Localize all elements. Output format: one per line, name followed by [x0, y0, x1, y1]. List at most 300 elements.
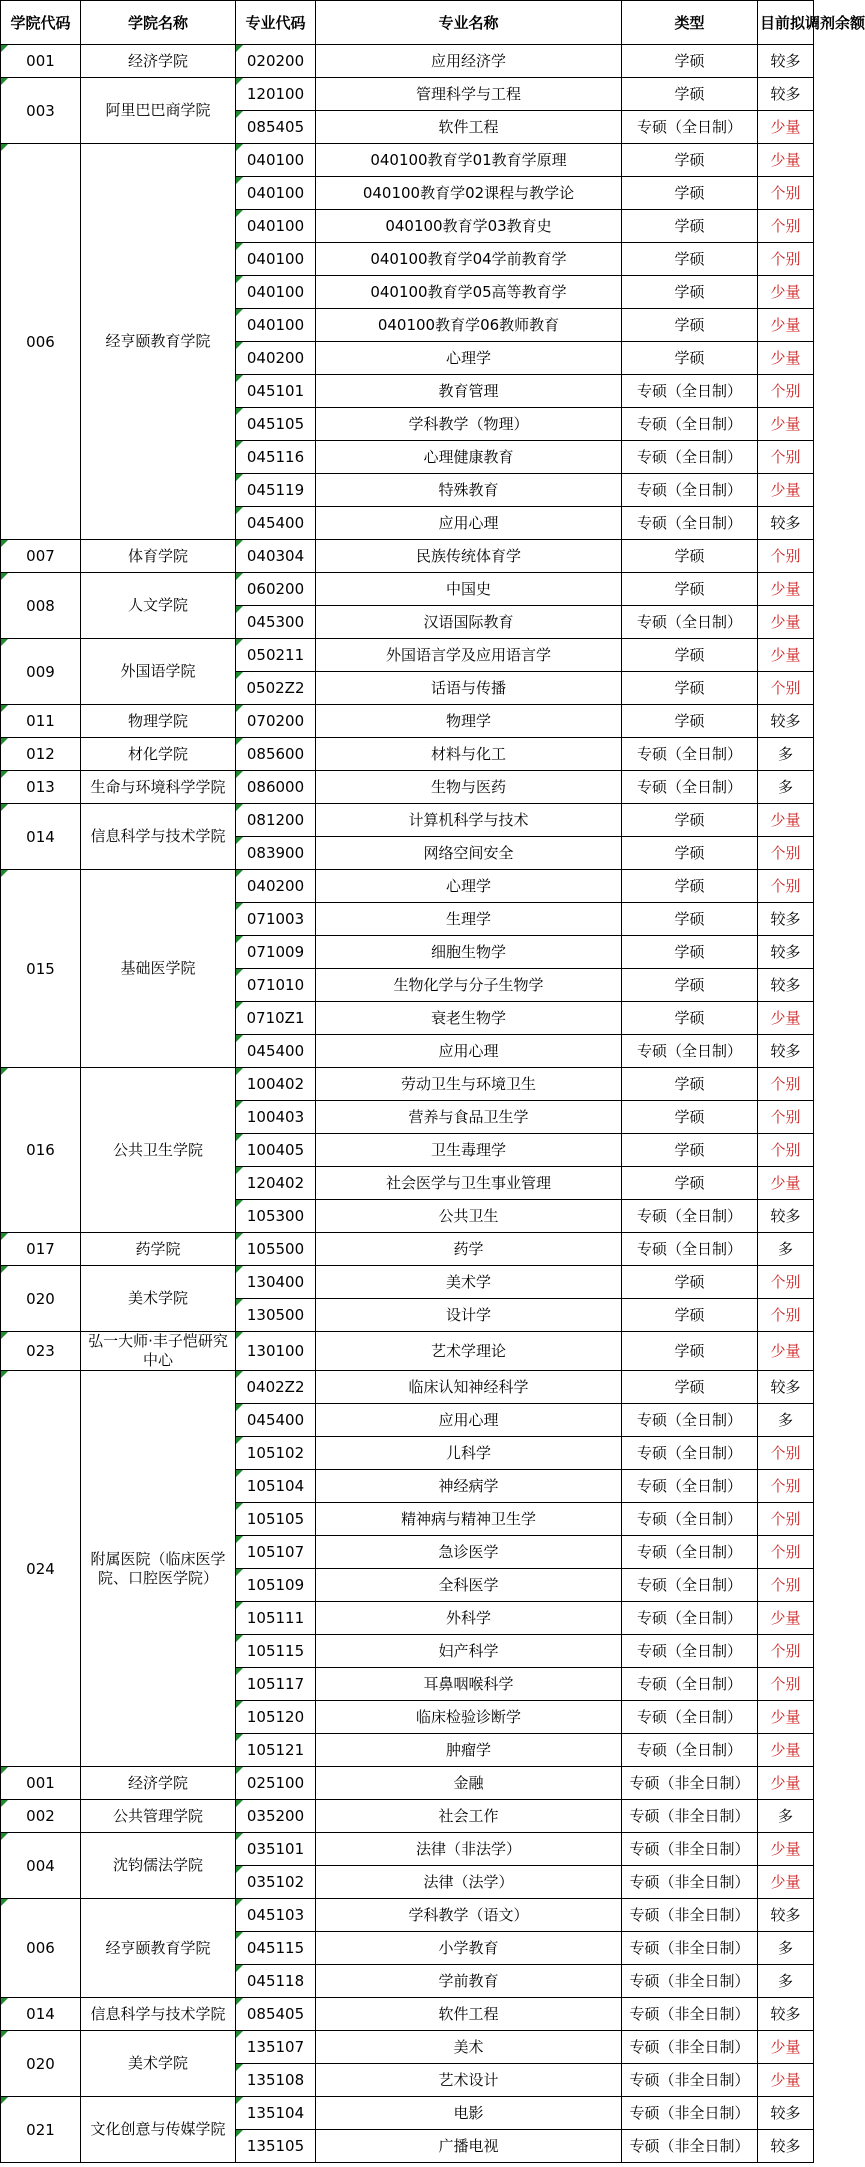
college-name-cell: 体育学院 — [81, 540, 236, 573]
col-header-major-name: 专业名称 — [316, 1, 622, 45]
quota-cell: 较多 — [758, 1998, 814, 2031]
college-name-cell: 公共管理学院 — [81, 1800, 236, 1833]
table-row — [1, 45, 814, 78]
college-name-cell: 文化创意与传媒学院 — [81, 2097, 236, 2163]
college-code-cell: 001 — [1, 1767, 81, 1800]
college-code-cell: 017 — [1, 1233, 81, 1266]
college-name-cell: 经亨颐教育学院 — [81, 1899, 236, 1998]
college-name-cell: 药学院 — [81, 1233, 236, 1266]
quota-cell: 个别 — [758, 210, 814, 243]
major-name-cell: 教育管理 — [316, 375, 622, 408]
major-name-cell: 社会医学与卫生事业管理 — [316, 1167, 622, 1200]
type-cell: 学硕 — [622, 1101, 758, 1134]
quota-cell: 个别 — [758, 1266, 814, 1299]
quota-cell: 少量 — [758, 1734, 814, 1767]
college-code-cell: 020 — [1, 1266, 81, 1332]
quota-cell: 个别 — [758, 540, 814, 573]
table-row — [1, 1998, 814, 2031]
quota-cell: 多 — [758, 1965, 814, 1998]
major-name-cell: 040100教育学06教师教育 — [316, 309, 622, 342]
major-name-cell: 民族传统体育学 — [316, 540, 622, 573]
type-cell: 学硕 — [622, 210, 758, 243]
major-code-cell: 100403 — [236, 1101, 316, 1134]
major-code-cell: 040200 — [236, 870, 316, 903]
quota-cell: 少量 — [758, 606, 814, 639]
type-cell: 专硕（全日制） — [622, 771, 758, 804]
quota-cell: 个别 — [758, 243, 814, 276]
type-cell: 学硕 — [622, 870, 758, 903]
type-cell: 专硕（全日制） — [622, 1734, 758, 1767]
quota-cell: 少量 — [758, 2031, 814, 2064]
college-code-cell: 016 — [1, 1068, 81, 1233]
quota-cell: 较多 — [758, 1899, 814, 1932]
quota-cell: 个别 — [758, 1569, 814, 1602]
major-name-cell: 电影 — [316, 2097, 622, 2130]
major-name-cell: 中国史 — [316, 573, 622, 606]
table-row — [1, 1233, 814, 1266]
college-name-cell: 生命与环境科学学院 — [81, 771, 236, 804]
type-cell: 专硕（非全日制） — [622, 2130, 758, 2163]
major-name-cell: 设计学 — [316, 1299, 622, 1332]
major-code-cell: 070200 — [236, 705, 316, 738]
major-name-cell: 神经病学 — [316, 1470, 622, 1503]
college-name-cell: 基础医学院 — [81, 870, 236, 1068]
type-cell: 学硕 — [622, 1332, 758, 1371]
quota-cell: 较多 — [758, 1200, 814, 1233]
type-cell: 学硕 — [622, 1266, 758, 1299]
major-code-cell: 040100 — [236, 243, 316, 276]
major-code-cell: 105104 — [236, 1470, 316, 1503]
major-name-cell: 网络空间安全 — [316, 837, 622, 870]
college-code-cell: 011 — [1, 705, 81, 738]
col-header-college-name: 学院名称 — [81, 1, 236, 45]
type-cell: 专硕（全日制） — [622, 111, 758, 144]
type-cell: 学硕 — [622, 78, 758, 111]
quota-cell: 多 — [758, 1932, 814, 1965]
college-name-cell: 经济学院 — [81, 45, 236, 78]
major-name-cell: 生物化学与分子生物学 — [316, 969, 622, 1002]
major-code-cell: 120402 — [236, 1167, 316, 1200]
type-cell: 学硕 — [622, 243, 758, 276]
college-name-cell: 附属医院（临床医学院、口腔医学院） — [81, 1371, 236, 1767]
major-name-cell: 生物与医药 — [316, 771, 622, 804]
type-cell: 专硕（全日制） — [622, 606, 758, 639]
major-name-cell: 急诊医学 — [316, 1536, 622, 1569]
major-code-cell: 085405 — [236, 111, 316, 144]
type-cell: 专硕（全日制） — [622, 1470, 758, 1503]
quota-cell: 少量 — [758, 1167, 814, 1200]
quota-cell: 多 — [758, 771, 814, 804]
major-name-cell: 衰老生物学 — [316, 1002, 622, 1035]
major-code-cell: 105120 — [236, 1701, 316, 1734]
major-name-cell: 法律（非法学） — [316, 1833, 622, 1866]
major-name-cell: 耳鼻咽喉科学 — [316, 1668, 622, 1701]
college-code-cell: 012 — [1, 738, 81, 771]
major-name-cell: 社会工作 — [316, 1800, 622, 1833]
quota-cell: 多 — [758, 1800, 814, 1833]
quota-cell: 少量 — [758, 1767, 814, 1800]
major-code-cell: 045105 — [236, 408, 316, 441]
college-code-cell: 021 — [1, 2097, 81, 2163]
college-code-cell: 024 — [1, 1371, 81, 1767]
major-code-cell: 105107 — [236, 1536, 316, 1569]
college-name-cell: 美术学院 — [81, 2031, 236, 2097]
table-row — [1, 144, 814, 177]
major-code-cell: 081200 — [236, 804, 316, 837]
type-cell: 专硕（全日制） — [622, 1035, 758, 1068]
college-code-cell: 006 — [1, 144, 81, 540]
major-code-cell: 105102 — [236, 1437, 316, 1470]
type-cell: 专硕（非全日制） — [622, 1800, 758, 1833]
quota-cell: 少量 — [758, 111, 814, 144]
major-code-cell: 100405 — [236, 1134, 316, 1167]
major-code-cell: 040200 — [236, 342, 316, 375]
type-cell: 专硕（全日制） — [622, 1635, 758, 1668]
major-code-cell: 0502Z2 — [236, 672, 316, 705]
type-cell: 专硕（全日制） — [622, 441, 758, 474]
quota-cell: 个别 — [758, 1668, 814, 1701]
major-name-cell: 管理科学与工程 — [316, 78, 622, 111]
major-name-cell: 小学教育 — [316, 1932, 622, 1965]
major-name-cell: 应用心理 — [316, 1404, 622, 1437]
table-row — [1, 1266, 814, 1299]
college-name-cell: 信息科学与技术学院 — [81, 1998, 236, 2031]
type-cell: 专硕（全日制） — [622, 507, 758, 540]
type-cell: 专硕（全日制） — [622, 1200, 758, 1233]
quota-cell: 较多 — [758, 936, 814, 969]
major-code-cell: 105300 — [236, 1200, 316, 1233]
type-cell: 专硕（非全日制） — [622, 2031, 758, 2064]
major-name-cell: 临床认知神经科学 — [316, 1371, 622, 1404]
major-name-cell: 学科教学（语文） — [316, 1899, 622, 1932]
major-name-cell: 学前教育 — [316, 1965, 622, 1998]
major-code-cell: 071003 — [236, 903, 316, 936]
college-name-cell: 经亨颐教育学院 — [81, 144, 236, 540]
major-name-cell: 广播电视 — [316, 2130, 622, 2163]
major-name-cell: 心理学 — [316, 870, 622, 903]
major-code-cell: 045400 — [236, 1404, 316, 1437]
major-code-cell: 045400 — [236, 507, 316, 540]
type-cell: 专硕（全日制） — [622, 408, 758, 441]
quota-cell: 个别 — [758, 1101, 814, 1134]
major-code-cell: 040100 — [236, 309, 316, 342]
major-name-cell: 物理学 — [316, 705, 622, 738]
table-row — [1, 1767, 814, 1800]
major-code-cell: 130500 — [236, 1299, 316, 1332]
major-code-cell: 105500 — [236, 1233, 316, 1266]
major-code-cell: 120100 — [236, 78, 316, 111]
type-cell: 专硕（全日制） — [622, 1437, 758, 1470]
quota-cell: 个别 — [758, 1536, 814, 1569]
major-name-cell: 040100教育学02课程与教学论 — [316, 177, 622, 210]
quota-cell: 多 — [758, 738, 814, 771]
major-name-cell: 公共卫生 — [316, 1200, 622, 1233]
type-cell: 专硕（全日制） — [622, 1569, 758, 1602]
major-code-cell: 040100 — [236, 144, 316, 177]
quota-cell: 较多 — [758, 705, 814, 738]
quota-cell: 个别 — [758, 1437, 814, 1470]
quota-cell: 少量 — [758, 342, 814, 375]
major-name-cell: 040100教育学01教育学原理 — [316, 144, 622, 177]
type-cell: 专硕（非全日制） — [622, 1965, 758, 1998]
type-cell: 学硕 — [622, 1299, 758, 1332]
major-code-cell: 130100 — [236, 1332, 316, 1371]
major-code-cell: 105105 — [236, 1503, 316, 1536]
quota-cell: 少量 — [758, 1833, 814, 1866]
quota-cell: 个别 — [758, 1134, 814, 1167]
college-name-cell: 阿里巴巴商学院 — [81, 78, 236, 144]
table-row — [1, 540, 814, 573]
table-row — [1, 1833, 814, 1866]
major-name-cell: 040100教育学04学前教育学 — [316, 243, 622, 276]
major-code-cell: 045400 — [236, 1035, 316, 1068]
type-cell: 专硕（全日制） — [622, 738, 758, 771]
major-name-cell: 精神病与精神卫生学 — [316, 1503, 622, 1536]
major-name-cell: 话语与传播 — [316, 672, 622, 705]
major-code-cell: 045116 — [236, 441, 316, 474]
table-row — [1, 1800, 814, 1833]
table-row — [1, 1371, 814, 1404]
college-code-cell: 004 — [1, 1833, 81, 1899]
major-name-cell: 软件工程 — [316, 111, 622, 144]
col-header-remaining-quota: 目前拟调剂余额 — [758, 1, 814, 45]
type-cell: 学硕 — [622, 804, 758, 837]
major-name-cell: 营养与食品卫生学 — [316, 1101, 622, 1134]
college-name-cell: 弘一大师·丰子恺研究中心 — [81, 1332, 236, 1371]
type-cell: 专硕（全日制） — [622, 1233, 758, 1266]
college-code-cell: 002 — [1, 1800, 81, 1833]
college-code-cell: 001 — [1, 45, 81, 78]
quota-cell: 少量 — [758, 1866, 814, 1899]
quota-cell: 个别 — [758, 1068, 814, 1101]
quota-cell: 个别 — [758, 1470, 814, 1503]
major-name-cell: 040100教育学05高等教育学 — [316, 276, 622, 309]
major-code-cell: 086000 — [236, 771, 316, 804]
table-row — [1, 78, 814, 111]
type-cell: 专硕（非全日制） — [622, 1866, 758, 1899]
quota-cell: 少量 — [758, 804, 814, 837]
major-code-cell: 105115 — [236, 1635, 316, 1668]
quota-cell: 个别 — [758, 1503, 814, 1536]
major-code-cell: 040100 — [236, 210, 316, 243]
table-row — [1, 1068, 814, 1101]
major-name-cell: 儿科学 — [316, 1437, 622, 1470]
major-code-cell: 100402 — [236, 1068, 316, 1101]
table-row — [1, 2031, 814, 2064]
major-name-cell: 金融 — [316, 1767, 622, 1800]
table-row — [1, 1899, 814, 1932]
major-code-cell: 035200 — [236, 1800, 316, 1833]
type-cell: 学硕 — [622, 573, 758, 606]
major-code-cell: 085405 — [236, 1998, 316, 2031]
type-cell: 学硕 — [622, 705, 758, 738]
major-code-cell: 060200 — [236, 573, 316, 606]
quota-cell: 少量 — [758, 2064, 814, 2097]
major-code-cell: 135105 — [236, 2130, 316, 2163]
college-code-cell: 014 — [1, 1998, 81, 2031]
major-code-cell: 135107 — [236, 2031, 316, 2064]
major-name-cell: 生理学 — [316, 903, 622, 936]
type-cell: 专硕（非全日制） — [622, 1767, 758, 1800]
major-code-cell: 085600 — [236, 738, 316, 771]
type-cell: 专硕（非全日制） — [622, 1998, 758, 2031]
college-name-cell: 人文学院 — [81, 573, 236, 639]
quota-cell: 较多 — [758, 2097, 814, 2130]
quota-cell: 较多 — [758, 1371, 814, 1404]
major-name-cell: 细胞生物学 — [316, 936, 622, 969]
major-name-cell: 肿瘤学 — [316, 1734, 622, 1767]
quota-cell: 个别 — [758, 672, 814, 705]
major-code-cell: 0402Z2 — [236, 1371, 316, 1404]
major-name-cell: 特殊教育 — [316, 474, 622, 507]
major-code-cell: 105109 — [236, 1569, 316, 1602]
major-name-cell: 外科学 — [316, 1602, 622, 1635]
type-cell: 专硕（全日制） — [622, 1536, 758, 1569]
major-code-cell: 135104 — [236, 2097, 316, 2130]
college-code-cell: 014 — [1, 804, 81, 870]
quota-cell: 少量 — [758, 1332, 814, 1371]
major-code-cell: 035101 — [236, 1833, 316, 1866]
major-name-cell: 卫生毒理学 — [316, 1134, 622, 1167]
type-cell: 专硕（全日制） — [622, 375, 758, 408]
major-name-cell: 材料与化工 — [316, 738, 622, 771]
quota-cell: 个别 — [758, 177, 814, 210]
college-name-cell: 沈钧儒法学院 — [81, 1833, 236, 1899]
major-code-cell: 045300 — [236, 606, 316, 639]
type-cell: 专硕（非全日制） — [622, 1932, 758, 1965]
college-code-cell: 007 — [1, 540, 81, 573]
major-name-cell: 艺术学理论 — [316, 1332, 622, 1371]
major-code-cell: 045119 — [236, 474, 316, 507]
type-cell: 学硕 — [622, 276, 758, 309]
quota-cell: 个别 — [758, 1635, 814, 1668]
major-name-cell: 妇产科学 — [316, 1635, 622, 1668]
major-code-cell: 050211 — [236, 639, 316, 672]
type-cell: 专硕（全日制） — [622, 1602, 758, 1635]
quota-cell: 较多 — [758, 903, 814, 936]
major-code-cell: 045103 — [236, 1899, 316, 1932]
table-row — [1, 771, 814, 804]
type-cell: 学硕 — [622, 969, 758, 1002]
quota-cell: 少量 — [758, 144, 814, 177]
quota-cell: 较多 — [758, 969, 814, 1002]
col-header-major-code: 专业代码 — [236, 1, 316, 45]
type-cell: 学硕 — [622, 1167, 758, 1200]
type-cell: 学硕 — [622, 342, 758, 375]
quota-cell: 多 — [758, 1404, 814, 1437]
college-name-cell: 信息科学与技术学院 — [81, 804, 236, 870]
major-code-cell: 071010 — [236, 969, 316, 1002]
type-cell: 学硕 — [622, 540, 758, 573]
major-name-cell: 法律（法学） — [316, 1866, 622, 1899]
table-row — [1, 705, 814, 738]
table-row — [1, 738, 814, 771]
type-cell: 专硕（全日制） — [622, 1503, 758, 1536]
quota-cell: 少量 — [758, 309, 814, 342]
quota-cell: 多 — [758, 1233, 814, 1266]
college-code-cell: 023 — [1, 1332, 81, 1371]
quota-cell: 个别 — [758, 837, 814, 870]
major-name-cell: 计算机科学与技术 — [316, 804, 622, 837]
major-code-cell: 105111 — [236, 1602, 316, 1635]
table-row — [1, 2097, 814, 2130]
type-cell: 学硕 — [622, 177, 758, 210]
major-name-cell: 药学 — [316, 1233, 622, 1266]
quota-cell: 少量 — [758, 1602, 814, 1635]
quota-cell: 较多 — [758, 78, 814, 111]
major-name-cell: 全科医学 — [316, 1569, 622, 1602]
college-name-cell: 美术学院 — [81, 1266, 236, 1332]
college-code-cell: 003 — [1, 78, 81, 144]
quota-cell: 少量 — [758, 639, 814, 672]
major-name-cell: 040100教育学03教育史 — [316, 210, 622, 243]
major-code-cell: 025100 — [236, 1767, 316, 1800]
college-code-cell: 008 — [1, 573, 81, 639]
major-code-cell: 040304 — [236, 540, 316, 573]
major-name-cell: 劳动卫生与环境卫生 — [316, 1068, 622, 1101]
quota-cell: 个别 — [758, 1299, 814, 1332]
major-code-cell: 045118 — [236, 1965, 316, 1998]
major-code-cell: 083900 — [236, 837, 316, 870]
major-code-cell: 130400 — [236, 1266, 316, 1299]
type-cell: 学硕 — [622, 1068, 758, 1101]
table-row — [1, 870, 814, 903]
type-cell: 学硕 — [622, 144, 758, 177]
quota-cell: 较多 — [758, 45, 814, 78]
type-cell: 专硕（全日制） — [622, 1701, 758, 1734]
college-name-cell: 物理学院 — [81, 705, 236, 738]
type-cell: 学硕 — [622, 1002, 758, 1035]
quota-cell: 个别 — [758, 441, 814, 474]
major-name-cell: 应用心理 — [316, 1035, 622, 1068]
college-code-cell: 009 — [1, 639, 81, 705]
quota-cell: 少量 — [758, 474, 814, 507]
quota-cell: 个别 — [758, 870, 814, 903]
quota-cell: 较多 — [758, 2130, 814, 2163]
type-cell: 学硕 — [622, 936, 758, 969]
type-cell: 学硕 — [622, 672, 758, 705]
header-row — [1, 1, 814, 45]
type-cell: 学硕 — [622, 45, 758, 78]
quota-cell: 少量 — [758, 1701, 814, 1734]
major-name-cell: 临床检验诊断学 — [316, 1701, 622, 1734]
major-name-cell: 心理健康教育 — [316, 441, 622, 474]
quota-cell: 少量 — [758, 1002, 814, 1035]
major-code-cell: 071009 — [236, 936, 316, 969]
type-cell: 学硕 — [622, 837, 758, 870]
college-code-cell: 013 — [1, 771, 81, 804]
quota-cell: 较多 — [758, 1035, 814, 1068]
major-name-cell: 外国语言学及应用语言学 — [316, 639, 622, 672]
major-name-cell: 学科教学（物理） — [316, 408, 622, 441]
table-row — [1, 639, 814, 672]
table-row — [1, 1332, 814, 1371]
table-body — [1, 45, 814, 2163]
type-cell: 学硕 — [622, 309, 758, 342]
major-code-cell: 040100 — [236, 276, 316, 309]
major-name-cell: 美术学 — [316, 1266, 622, 1299]
college-name-cell: 公共卫生学院 — [81, 1068, 236, 1233]
college-name-cell: 材化学院 — [81, 738, 236, 771]
major-code-cell: 105117 — [236, 1668, 316, 1701]
type-cell: 专硕（非全日制） — [622, 2064, 758, 2097]
major-name-cell: 应用心理 — [316, 507, 622, 540]
major-name-cell: 美术 — [316, 2031, 622, 2064]
table-row — [1, 804, 814, 837]
type-cell: 专硕（全日制） — [622, 474, 758, 507]
college-code-cell: 020 — [1, 2031, 81, 2097]
quota-cell: 个别 — [758, 375, 814, 408]
